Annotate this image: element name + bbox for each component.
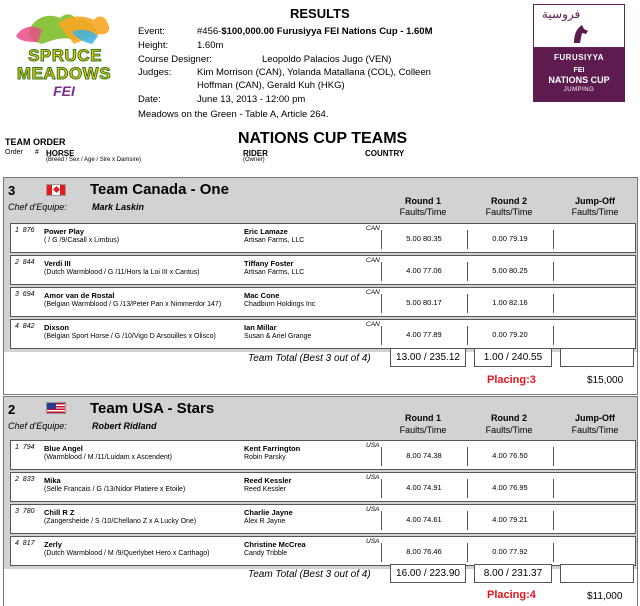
rider-name: Reed Kessler	[244, 476, 292, 485]
round1-score: 8.00 76.46	[406, 547, 442, 556]
owner-name: Alex R Jayne	[244, 518, 286, 525]
placing-label: Placing:3	[487, 374, 536, 386]
horse-description: (Belgian Warmblood / G /13/Peter Pan x Nimmerdor 147)	[44, 301, 222, 308]
country-code: CAN	[366, 225, 380, 232]
chef-name: Robert Ridland	[92, 421, 157, 431]
jumpoff-cell	[553, 447, 637, 466]
owner-name: Artisan Farms, LLC	[244, 269, 305, 276]
jumpoff-cell	[553, 262, 637, 281]
col-horse: HORSE	[46, 149, 75, 158]
chef-label: Chef d'Equipe:	[8, 421, 67, 431]
col-number: #	[35, 149, 39, 156]
round2-score: 0.00 77.92	[492, 547, 528, 556]
round1-score: 4.00 74.91	[406, 483, 442, 492]
horse-description: (Warmblood / M /11/Luidam x Ascendent)	[44, 454, 172, 461]
entry-number: 844	[22, 259, 35, 266]
logo-fei: FEI	[53, 83, 75, 99]
horse-description: (Selle Francais / G /13/Nidor Platiere x Etoile)	[44, 486, 186, 493]
jumpoff-cell	[553, 230, 637, 249]
entry-number: 694	[22, 291, 35, 298]
team-order-label: TEAM ORDER	[5, 137, 66, 147]
horse-description: (Dutch Warmblood / M /9/Querlybet Hero x Carthago)	[44, 550, 210, 557]
logo-fei-text: FEI	[573, 67, 585, 74]
round2-sub: Faults/Time	[485, 425, 533, 435]
logo-nations-cup: NATIONS CUP	[548, 75, 610, 85]
furusiyya-nations-cup-logo	[533, 4, 625, 102]
team-footer	[4, 569, 637, 606]
table-row	[10, 319, 636, 349]
table-row	[10, 255, 636, 285]
round2-score: 1.00 82.16	[492, 298, 528, 307]
entry-position: 3	[15, 291, 19, 298]
event-name: $100,000.00 Furusiyya FEI Nations Cup - 1.60M	[221, 26, 433, 37]
col-order: Order	[5, 149, 23, 156]
height-value: 1.60m	[197, 40, 224, 51]
judges-line-1: Kim Morrison (CAN), Yolanda Matallana (COL), Colleen	[197, 67, 431, 78]
usa-flag-icon	[46, 402, 66, 414]
table-row	[10, 223, 636, 253]
horse-name: Dixson	[44, 323, 70, 332]
owner-name: Susan & Ariel Grange	[244, 333, 312, 340]
owner-name: Reed Kessler	[244, 486, 287, 493]
jumpoff-cell	[553, 326, 637, 345]
logo-top-panel	[533, 4, 625, 48]
horse-description: ( / G /9/Casall x Limbus)	[44, 237, 120, 244]
rider-name: Charlie Jayne	[244, 508, 293, 517]
round2-score: 0.00 79.20	[492, 330, 528, 339]
round1-score: 8.00 74.38	[406, 451, 442, 460]
entry-number: 780	[22, 508, 35, 515]
country-code: USA	[366, 506, 380, 513]
table-row	[10, 504, 636, 534]
team-total-round1: 13.00 / 235.12	[390, 348, 466, 367]
round2-score: 4.00 79.21	[492, 515, 528, 524]
entry-position: 1	[15, 227, 19, 234]
logo-spruce: SPRUCE	[28, 46, 102, 65]
height-label: Height:	[138, 40, 169, 51]
section-title: NATIONS CUP TEAMS	[238, 130, 408, 147]
jumpoff-sub: Faults/Time	[571, 207, 619, 217]
rider-name: Eric Lamaze	[244, 227, 288, 236]
country-code: CAN	[366, 321, 380, 328]
horse-name: Mika	[44, 476, 61, 485]
horse-description: (Belgian Sport Horse / G /10/Vigo D Arsouilles x Olisco)	[44, 333, 216, 340]
entry-number: 833	[22, 476, 35, 483]
round2-score: 4.00 76.95	[492, 483, 528, 492]
jumpoff-cell	[553, 294, 637, 313]
team-canada-panel	[3, 177, 638, 395]
country-code: USA	[366, 442, 380, 449]
entry-position: 2	[15, 476, 19, 483]
team-total-round2: 1.00 / 240.55	[474, 348, 552, 367]
country-code: USA	[366, 538, 380, 545]
owner-name: Artisan Farms, LLC	[244, 237, 305, 244]
venue-text: Meadows on the Green - Table A, Article 264.	[138, 109, 329, 120]
jumpoff-header: Jump-Off	[575, 413, 615, 423]
entry-position: 1	[15, 444, 19, 451]
country-code: CAN	[366, 289, 380, 296]
owner-name: Robin Parsky	[244, 454, 286, 461]
rider-name: Mac Cone	[244, 291, 280, 300]
prize-money: $15,000	[587, 375, 624, 386]
horse-name: Amor van de Rostal	[44, 291, 115, 300]
col-rider-sub: (Owner)	[243, 157, 265, 163]
entry-number: 876	[22, 227, 35, 234]
col-country: COUNTRY	[365, 149, 405, 158]
table-row	[10, 536, 636, 566]
round2-header: Round 2	[491, 196, 527, 206]
team-total-label: Team Total (Best 3 out of 4)	[248, 569, 371, 580]
team-order-number: 2	[8, 402, 16, 417]
team-footer	[4, 352, 637, 394]
entry-number: 817	[22, 540, 35, 547]
round1-sub: Faults/Time	[399, 207, 447, 217]
team-usa-panel	[3, 396, 638, 606]
country-code: USA	[366, 474, 380, 481]
chef-name: Mark Laskin	[92, 202, 145, 212]
team-total-round2: 8.00 / 231.37	[474, 564, 552, 583]
table-row	[10, 287, 636, 317]
team-total-jumpoff	[560, 564, 634, 583]
table-row	[10, 472, 636, 502]
table-row	[10, 440, 636, 470]
team-total-label: Team Total (Best 3 out of 4)	[248, 353, 371, 364]
round2-score: 4.00 76.50	[492, 451, 528, 460]
entry-position: 2	[15, 259, 19, 266]
team-total-jumpoff	[560, 348, 634, 367]
designer-label: Course Designer:	[138, 54, 212, 65]
horse-name: Power Play	[44, 227, 85, 236]
entry-position: 3	[15, 508, 19, 515]
round1-sub: Faults/Time	[399, 425, 447, 435]
col-rider: RIDER	[243, 149, 268, 158]
round2-score: 5.00 80.25	[492, 266, 528, 275]
entry-position: 4	[15, 323, 19, 330]
judges-label: Judges:	[138, 67, 172, 78]
horse-name: Chill R Z	[44, 508, 75, 517]
round2-score: 0.00 79.19	[492, 234, 528, 243]
judges-line-2: Hoffman (CAN), Gerald Kuh (HKG)	[197, 80, 345, 91]
jumpoff-cell	[553, 511, 637, 530]
jumpoff-header: Jump-Off	[575, 196, 615, 206]
logo-jumping: JUMPING	[563, 87, 595, 93]
round1-score: 5.00 80.17	[406, 298, 442, 307]
round2-sub: Faults/Time	[485, 207, 533, 217]
rider-name: Tiffany Foster	[244, 259, 294, 268]
team-name: Team Canada - One	[90, 181, 229, 198]
logo-brand: FURUSIYYA	[554, 53, 604, 62]
round1-header: Round 1	[405, 196, 441, 206]
col-horse-sub: (Breed / Sex / Age / Sire x Damsire)	[46, 157, 142, 163]
jumpoff-cell	[553, 479, 637, 498]
page-title: RESULTS	[290, 6, 350, 21]
entry-number: 842	[22, 323, 35, 330]
jumpoff-sub: Faults/Time	[571, 425, 619, 435]
chef-label: Chef d'Equipe:	[8, 202, 67, 212]
country-code: CAN	[366, 257, 380, 264]
horse-name: Zerly	[44, 540, 62, 549]
jumpoff-cell	[553, 543, 637, 562]
team-name: Team USA - Stars	[90, 400, 215, 417]
horse-description: (Dutch Warmblood / G /11/Hors la Loi III x Cantus)	[44, 269, 200, 276]
canada-flag-icon	[46, 184, 66, 196]
team-order-number: 3	[8, 183, 16, 198]
owner-name: Chadburn Holdings Inc	[244, 301, 316, 308]
designer-value: Leopoldo Palacios Jugo (VEN)	[262, 54, 392, 65]
owner-name: Candy Tribble	[244, 550, 288, 557]
spruce-meadows-logo	[8, 6, 120, 106]
date-value: June 13, 2013 - 12:00 pm	[197, 94, 306, 105]
round1-score: 5.00 80.35	[406, 234, 442, 243]
entry-number: 794	[22, 444, 35, 451]
round1-score: 4.00 77.89	[406, 330, 442, 339]
rider-name: Ian Millar	[244, 323, 277, 332]
event-number: #456-	[197, 26, 222, 37]
round1-header: Round 1	[405, 413, 441, 423]
round2-header: Round 2	[491, 413, 527, 423]
rider-name: Christine McCrea	[244, 540, 306, 549]
placing-label: Placing:4	[487, 589, 536, 601]
entry-position: 4	[15, 540, 19, 547]
horse-head-icon	[570, 23, 590, 45]
round1-score: 4.00 74.61	[406, 515, 442, 524]
prize-money: $11,000	[587, 591, 623, 602]
date-label: Date:	[138, 94, 161, 105]
round1-score: 4.00 77.06	[406, 266, 442, 275]
team-total-round1: 16.00 / 223.90	[390, 564, 466, 583]
rider-name: Kent Farrington	[244, 444, 301, 453]
logo-arabic-text: فروسية	[542, 7, 581, 21]
horse-name: Verdi III	[44, 259, 71, 268]
horse-description: (Zangersheide / S /10/Chellano Z x A Lucky One)	[44, 518, 197, 525]
event-label: Event:	[138, 26, 165, 37]
logo-meadows: MEADOWS	[16, 64, 112, 83]
event-value	[197, 26, 433, 37]
horse-name: Blue Angel	[44, 444, 83, 453]
